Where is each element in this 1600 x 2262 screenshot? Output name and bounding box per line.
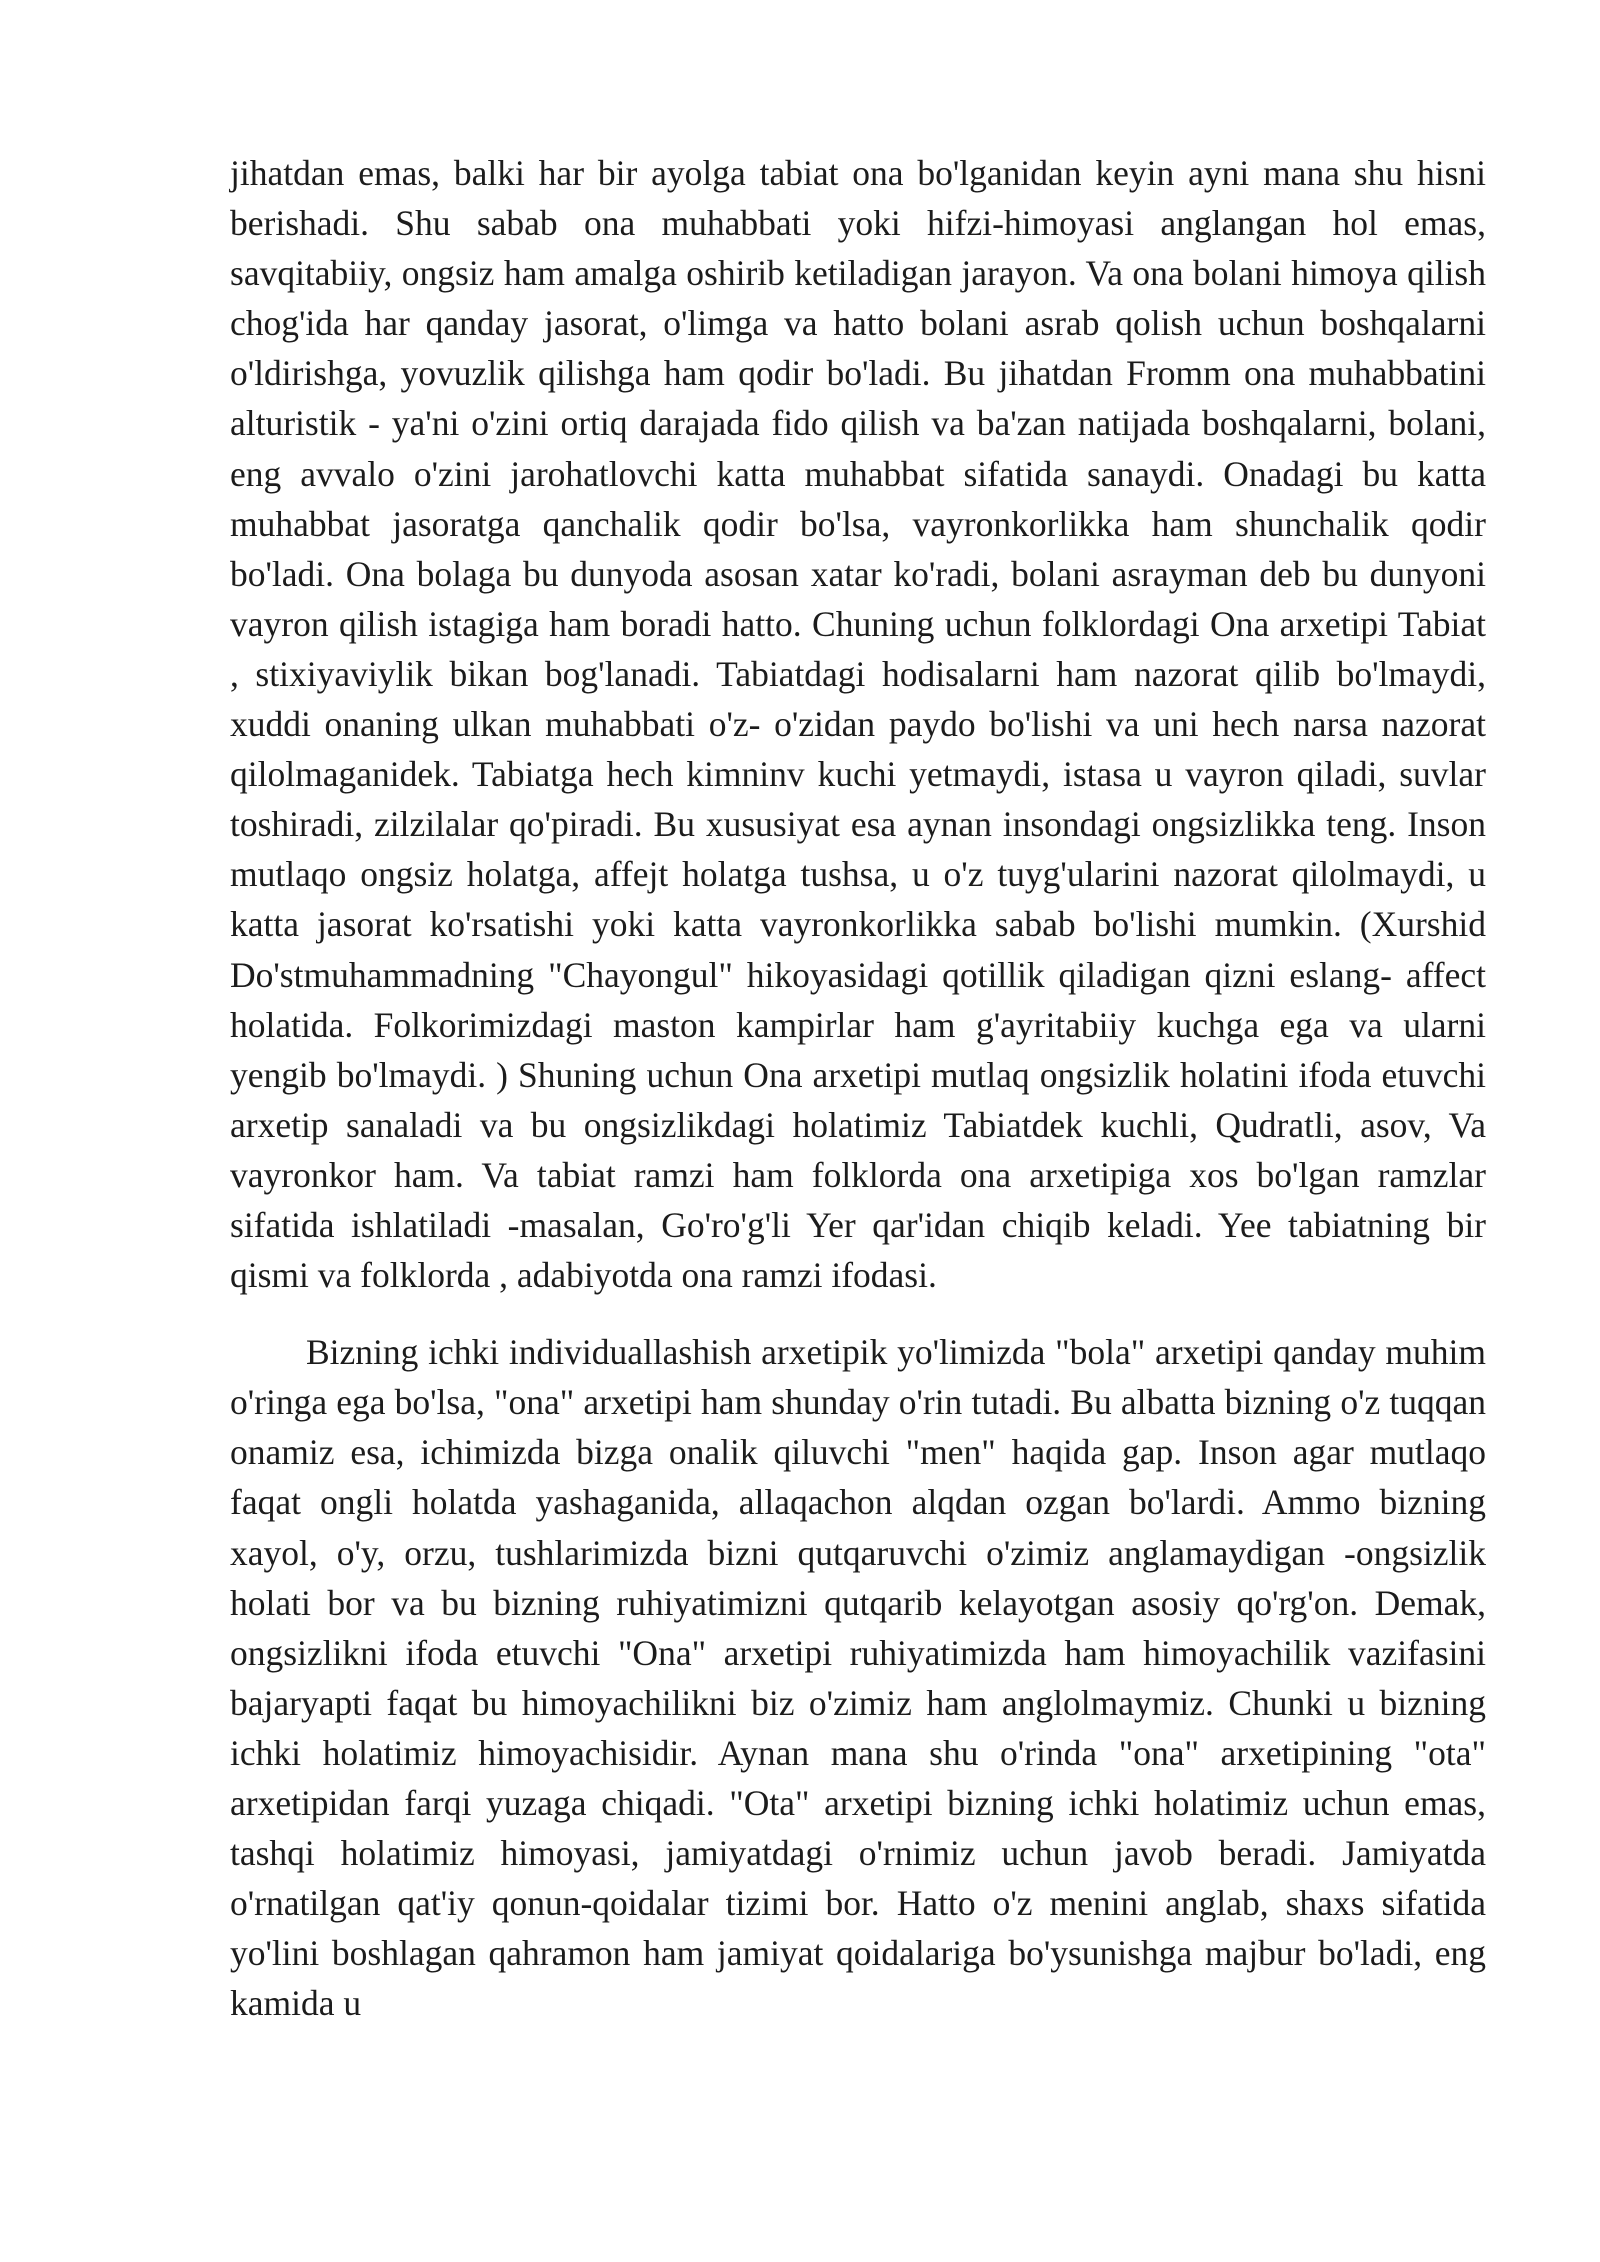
document-body [230,148,1486,2028]
paragraph: Bizning ichki individuallashish arxetipik yo'limizda "bola" arxetipi qanday muhim o'ringa ega bo'lsa, "ona" arxetipi ham shunday o'rin tutadi. Bu albatta bizning o'z tuqqan onamiz esa, ichimizda bizga onalik qiluvchi "men" haqida gap. Inson agar mutlaqo faqat ongli holatda yashaganida, allaqachon alqdan ozgan bo'lardi. Ammo bizning xayol, o'y, orzu, tushlarimizda bizni qutqaruvchi o'zimiz anglamaydigan -ongsizlik holati bor va bu bizning ruhiyatimizni qutqarib kelayotgan asosiy qo'rg'on. Demak, ongsizlikni ifoda etuvchi "Ona" arxetipi ruhiyatimizda ham himoyachilik vazifasini bajaryapti faqat bu himoyachilikni biz o'zimiz ham anglolmaymiz. Chunki u bizning ichki holatimiz himoyachisidir. Aynan mana shu o'rinda "ona" arxetipining "ota" arxetipidan farqi yuzaga chiqadi. "Ota" arxetipi bizning ichki holatimiz uchun emas, tashqi holatimiz himoyasi, jamiyatdagi o'rnimiz uchun javob beradi. Jamiyatda o'rnatilgan qat'iy qonun-qoidalar tizimi bor. Hatto o'z menini anglab, shaxs sifatida yo'lini boshlagan qahramon ham jamiyat qoidalariga bo'ysunishga majbur bo'ladi, eng kamida u [230,1332,1486,2024]
paragraph: jihatdan emas, balki har bir ayolga tabiat ona bo'lganidan keyin ayni mana shu hisni berishadi. Shu sabab ona muhabbati yoki hifzi-himoyasi anglangan hol emas, savqitabiiy, ongsiz ham amalga oshirib ketiladigan jarayon. Va ona bolani himoya qilish chog'ida har qanday jasorat, o'limga va hatto bolani asrab qolish uchun boshqalarni o'ldirishga, yovuzlik qilishga ham qodir bo'ladi. Bu jihatdan Fromm ona muhabbatini alturistik - ya'ni o'zini ortiq darajada fido qilish va ba'zan natijada boshqalarni, bolani, eng avvalo o'zini jarohatlovchi katta muhabbat sifatida sanaydi. Onadagi bu katta muhabbat jasoratga qanchalik qodir bo'lsa, vayronkorlikka ham shunchalik qodir bo'ladi. Ona bolaga bu dunyoda asosan xatar ko'radi, bolani asrayman deb bu dunyoni vayron qilish istagiga ham boradi hatto. Chuning uchun folklordagi Ona arxetipi Tabiat , stixiyaviylik bikan bog'lanadi. Tabiatdagi hodisalarni ham nazorat qilib bo'lmaydi, xuddi onaning ulkan muhabbati o'z- o'zidan paydo bo'lishi va uni hech narsa nazorat qilolmaganidek. Tabiatga hech kimninv kuchi yetmaydi, istasa u vayron qiladi, suvlar toshiradi, zilzilalar qo'piradi. Bu xususiyat esa aynan insondagi ongsizlikka teng. Inson mutlaqo ongsiz holatga, affejt holatga tushsa, u o'z tuyg'ularini nazorat qilolmaydi, u katta jasorat ko'rsatishi yoki katta vayronkorlikka sabab bo'lishi mumkin. (Xurshid Do'stmuhammadning "Chayongul" hikoyasidagi qotillik qiladigan qizni eslang- affect holatida. Folkorimizdagi maston kampirlar ham g'ayritabiiy kuchga ega va ularni yengib bo'lmaydi. ) Shuning uchun Ona arxetipi mutlaq ongsizlik holatini ifoda etuvchi arxetip sanaladi va bu ongsizlikdagi holatimiz Tabiatdek kuchli, Qudratli, asov, Va vayronkor ham. Va tabiat ramzi ham folklorda ona arxetipiga xos bo'lgan ramzlar sifatida ishlatiladi -masalan, Go'ro'g'li Yer qar'idan chiqib keladi. Yee tabiatning bir qismi va folklorda , adabiyotda ona ramzi ifodasi. [230,153,1486,1296]
